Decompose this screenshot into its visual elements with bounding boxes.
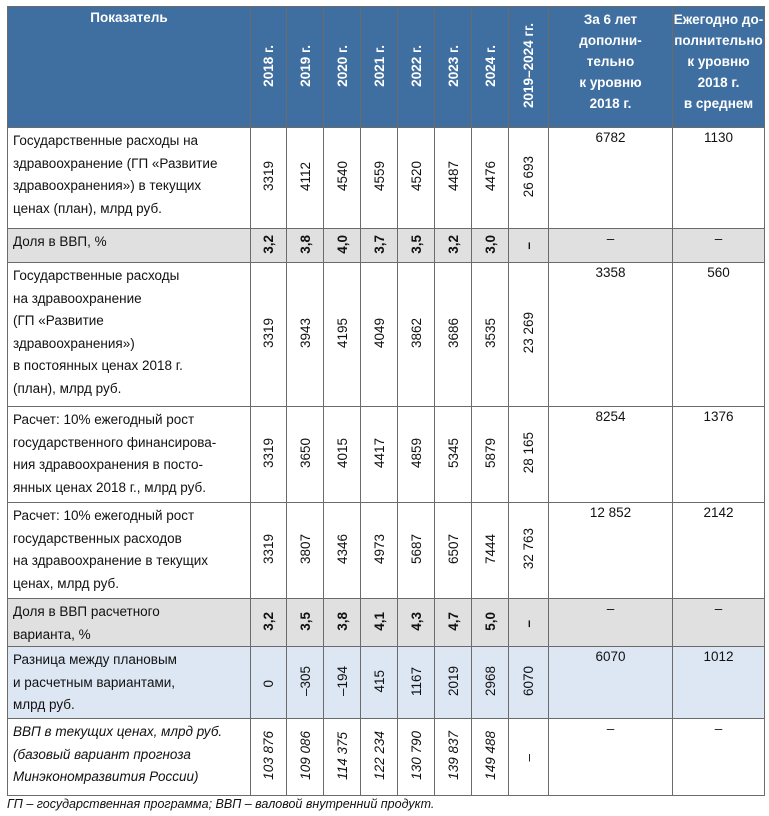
row-value: 415	[361, 647, 398, 719]
row-value: 0	[251, 647, 287, 719]
row-value: 32 763	[509, 503, 549, 599]
row-annual: –	[673, 719, 765, 796]
row-value: 3319	[251, 263, 287, 407]
row-six-years: 3358	[549, 263, 673, 407]
row-six-years: 8254	[549, 407, 673, 503]
row-value: 122 234	[361, 719, 398, 796]
table-row	[8, 229, 765, 263]
row-value: 3,8	[324, 599, 361, 647]
row-annual: 1376	[673, 407, 765, 503]
header-param: Показатель	[8, 7, 251, 128]
row-value: 4487	[435, 128, 472, 229]
row-annual: –	[673, 229, 765, 263]
row-label: Разница между плановым и расчетным вариантами, млрд руб.	[8, 647, 251, 719]
row-value: 3319	[251, 128, 287, 229]
header-year: 2020 г.	[324, 7, 361, 128]
row-value: 109 086	[287, 719, 324, 796]
table-row	[8, 647, 765, 719]
row-value: 3,2	[251, 599, 287, 647]
row-value: 2019	[435, 647, 472, 719]
row-value: 4112	[287, 128, 324, 229]
row-label: Расчет: 10% ежегодный рост государственных расходов на здравоохранение в текущих ценах, млрд руб.	[8, 503, 251, 599]
row-value: 4559	[361, 128, 398, 229]
header-period: 2019–2024 гг.	[509, 7, 549, 128]
row-value: 7444	[472, 503, 509, 599]
row-six-years: 12 852	[549, 503, 673, 599]
row-value: 23 269	[509, 263, 549, 407]
row-value: –	[509, 599, 549, 647]
row-value: –305	[287, 647, 324, 719]
row-value: 1167	[398, 647, 435, 719]
row-value: 3,0	[472, 229, 509, 263]
row-value: 3535	[472, 263, 509, 407]
row-value: 5687	[398, 503, 435, 599]
row-value: 4520	[398, 128, 435, 229]
row-annual: 560	[673, 263, 765, 407]
row-six-years: –	[549, 229, 673, 263]
row-value: 2968	[472, 647, 509, 719]
footnote: ГП – государственная программа; ВВП – валовой внутренний продукт.	[7, 797, 435, 811]
row-label: Государственные расходы на здравоохранение (ГП «Развитие здравоохранения») в текущих ценах (план), млрд руб.	[8, 128, 251, 229]
header-six-years: За 6 лет дополни- тельно к уровню 2018 г.	[549, 7, 673, 128]
row-label: Расчет: 10% ежегодный рост государственного финансирова- ния здравоохранения в посто- янных ценах 2018 г., млрд руб.	[8, 407, 251, 503]
row-value: 3807	[287, 503, 324, 599]
row-value: 4,0	[324, 229, 361, 263]
row-annual: –	[673, 599, 765, 647]
row-value: 3,2	[251, 229, 287, 263]
row-value: 28 165	[509, 407, 549, 503]
header-year: 2022 г.	[398, 7, 435, 128]
header-year: 2021 г.	[361, 7, 398, 128]
row-value: –194	[324, 647, 361, 719]
table-row	[8, 407, 765, 503]
header-year: 2023 г.	[435, 7, 472, 128]
header-row	[8, 7, 765, 128]
row-value: 4540	[324, 128, 361, 229]
table-row	[8, 599, 765, 647]
row-value: 4,3	[398, 599, 435, 647]
row-label: Государственные расходы на здравоохранение (ГП «Развитие здравоохранения») в постоянных ценах 2018 г. (план), млрд руб.	[8, 263, 251, 407]
row-value: –	[509, 229, 549, 263]
row-value: 3,5	[398, 229, 435, 263]
row-six-years: –	[549, 719, 673, 796]
table-row	[8, 128, 765, 229]
table-row	[8, 503, 765, 599]
row-value: 6507	[435, 503, 472, 599]
table-row	[8, 719, 765, 796]
row-value: 3,2	[435, 229, 472, 263]
row-value: 4859	[398, 407, 435, 503]
row-annual: 2142	[673, 503, 765, 599]
row-value: 4476	[472, 128, 509, 229]
row-value: 139 837	[435, 719, 472, 796]
row-value: 5879	[472, 407, 509, 503]
row-value: 5345	[435, 407, 472, 503]
row-value: 3862	[398, 263, 435, 407]
row-value: 4973	[361, 503, 398, 599]
row-value: 3650	[287, 407, 324, 503]
header-year: 2018 г.	[251, 7, 287, 128]
row-value: 4417	[361, 407, 398, 503]
row-six-years: 6070	[549, 647, 673, 719]
row-label: Доля в ВВП, %	[8, 229, 251, 263]
header-year: 2019 г.	[287, 7, 324, 128]
row-value: 130 790	[398, 719, 435, 796]
row-annual: 1130	[673, 128, 765, 229]
table-row	[8, 263, 765, 407]
row-value: 5,0	[472, 599, 509, 647]
row-value: 149 488	[472, 719, 509, 796]
row-value: 6070	[509, 647, 549, 719]
health-spending-table	[7, 6, 765, 796]
row-value: 4346	[324, 503, 361, 599]
row-annual: 1012	[673, 647, 765, 719]
row-six-years: 6782	[549, 128, 673, 229]
row-value: 3,5	[287, 599, 324, 647]
header-annual: Ежегодно до- полнительно к уровню 2018 г. в среднем	[673, 7, 765, 128]
row-value: 4,1	[361, 599, 398, 647]
row-value: 3,8	[287, 229, 324, 263]
row-value: 114 375	[324, 719, 361, 796]
row-six-years: –	[549, 599, 673, 647]
row-label: Доля в ВВП расчетного варианта, %	[8, 599, 251, 647]
row-value: 3,7	[361, 229, 398, 263]
row-value: 26 693	[509, 128, 549, 229]
row-value: 4049	[361, 263, 398, 407]
row-value: 3943	[287, 263, 324, 407]
row-value: 4015	[324, 407, 361, 503]
row-value: –	[509, 719, 549, 796]
row-value: 4195	[324, 263, 361, 407]
header-year: 2024 г.	[472, 7, 509, 128]
row-value: 4,7	[435, 599, 472, 647]
row-label: ВВП в текущих ценах, млрд руб. (базовый вариант прогноза Минэкономразвития России)	[8, 719, 251, 796]
row-value: 3319	[251, 503, 287, 599]
row-value: 3319	[251, 407, 287, 503]
row-value: 103 876	[251, 719, 287, 796]
row-value: 3686	[435, 263, 472, 407]
